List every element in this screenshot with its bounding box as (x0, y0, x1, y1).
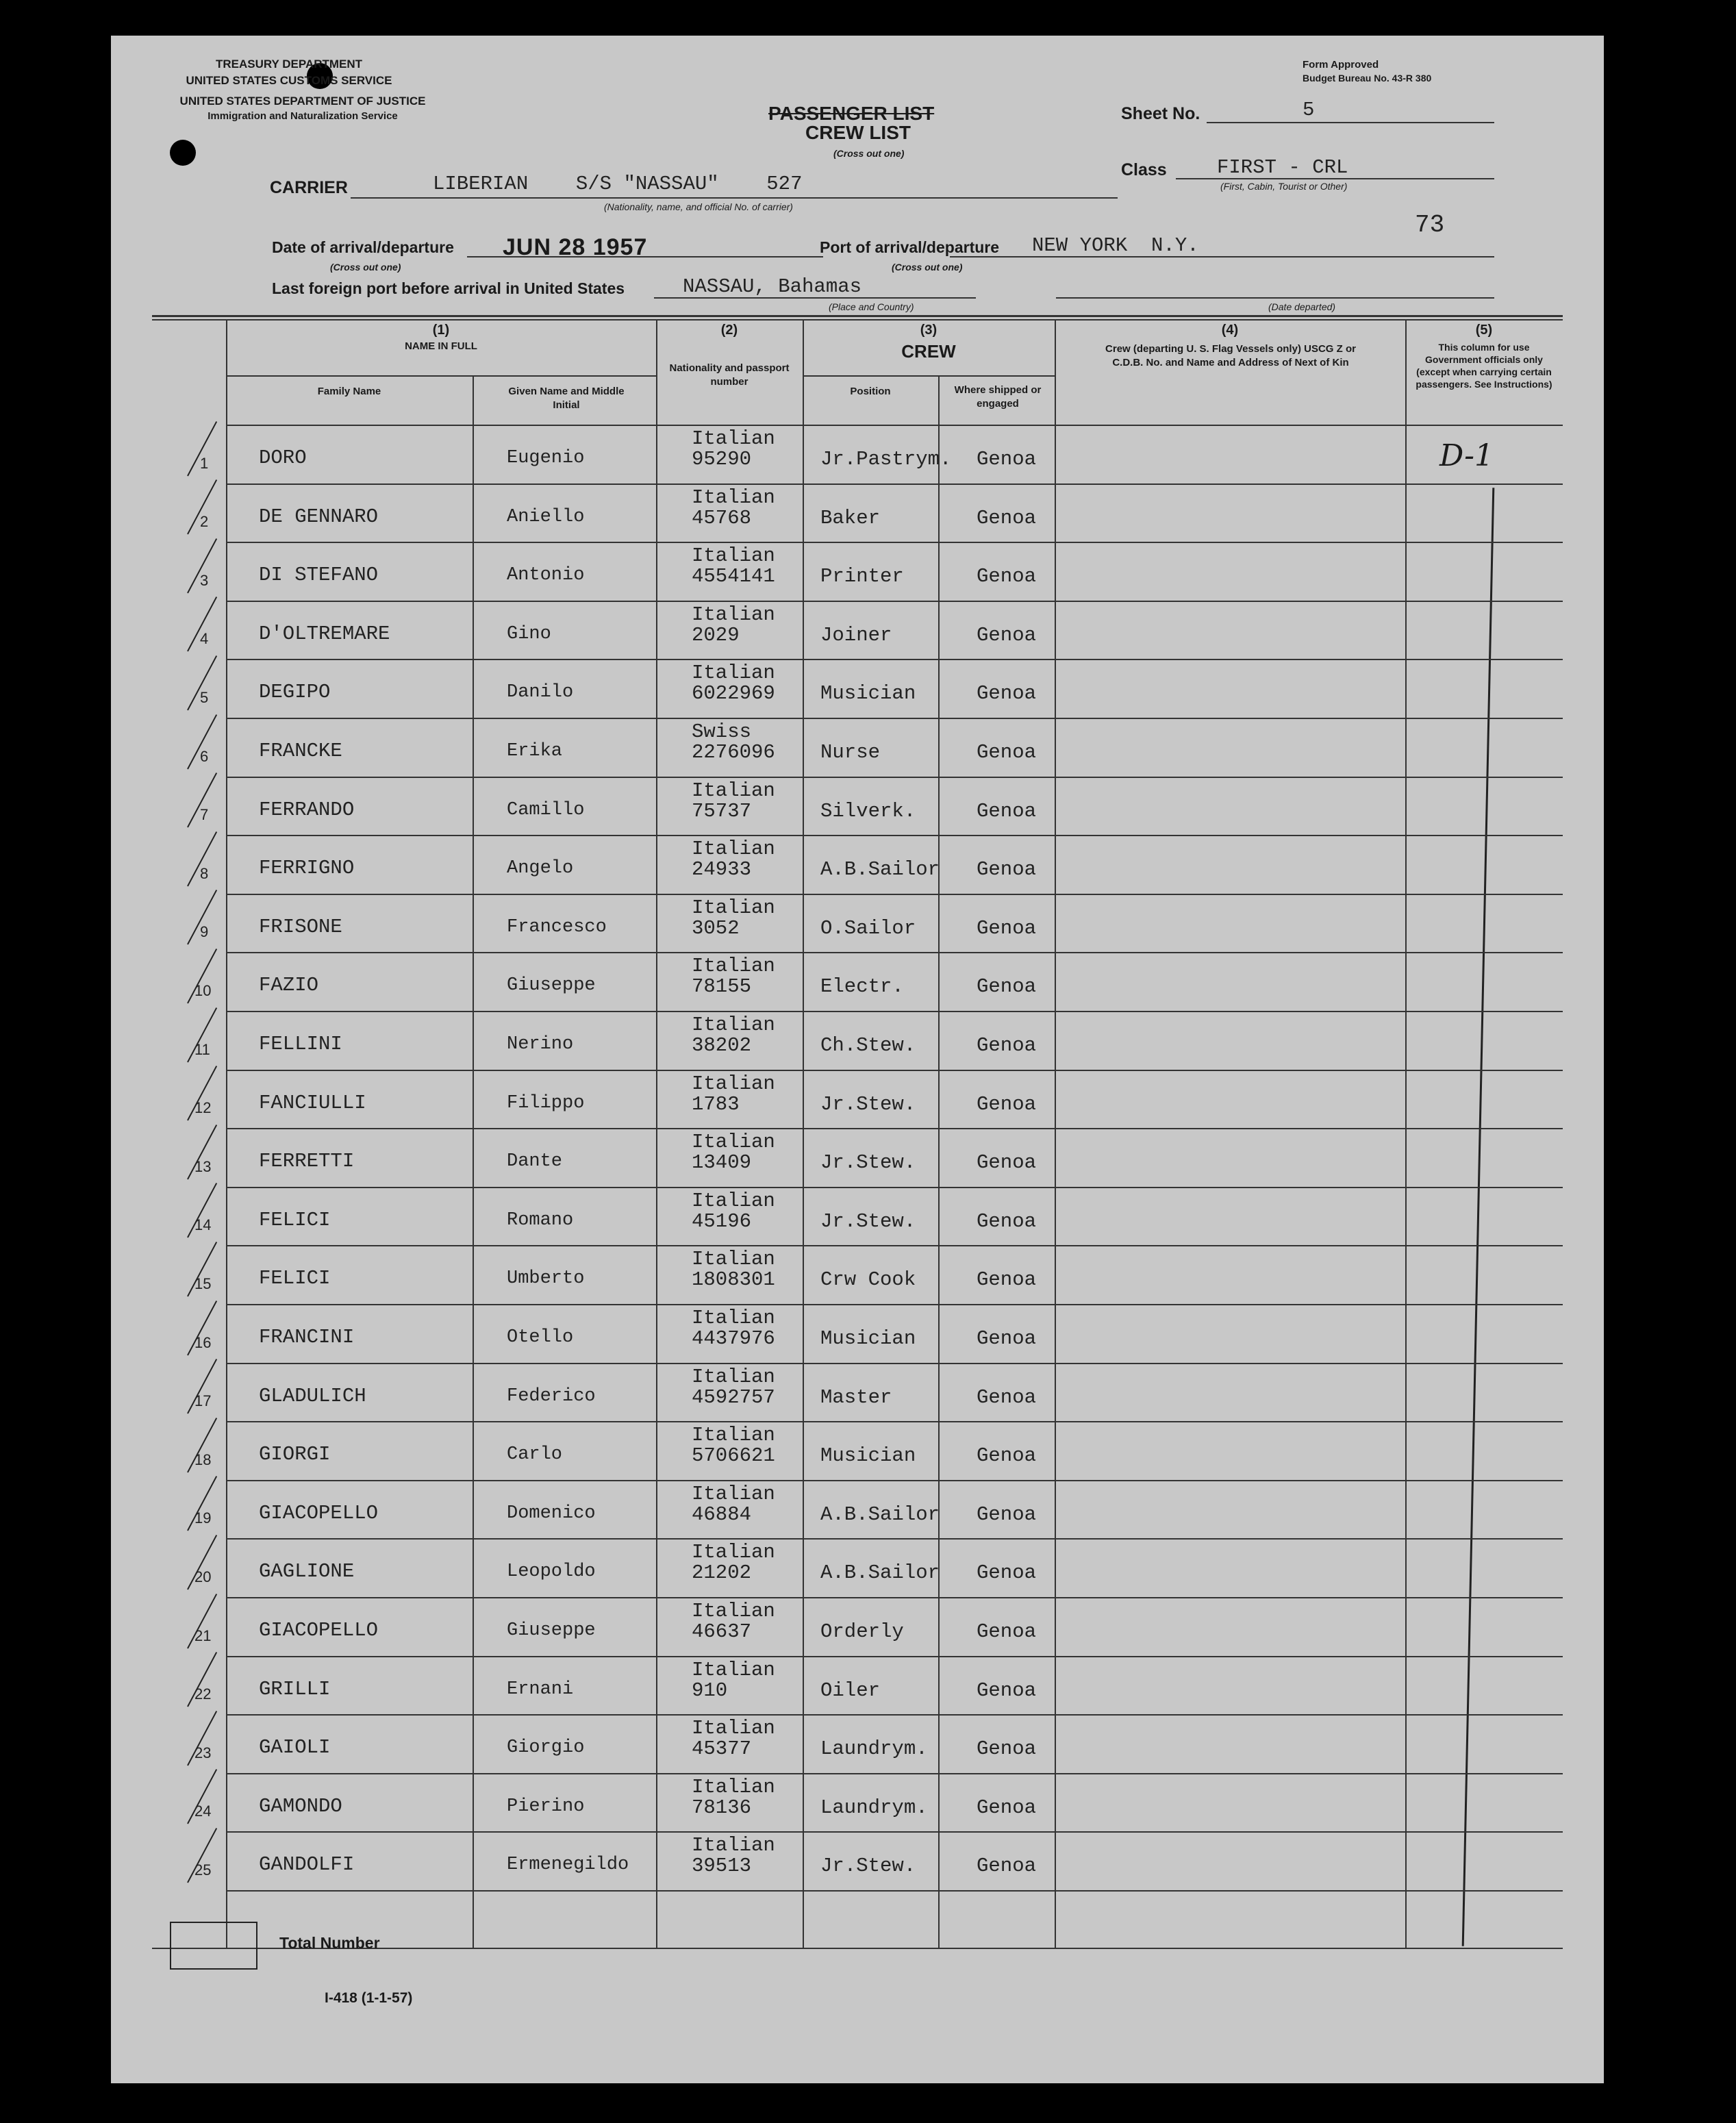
page-number: 73 (1415, 211, 1445, 239)
position: Laundrym. (820, 1796, 928, 1819)
col4-num: (4) (1221, 323, 1239, 338)
nationality: Swiss (692, 720, 752, 743)
family-name: D'OLTREMARE (259, 622, 390, 645)
position: Musician (820, 682, 916, 705)
family-name: GAMONDO (259, 1794, 342, 1818)
passport-number: 2276096 (692, 741, 775, 764)
row-separator (226, 1187, 1563, 1188)
given-name: Domenico (507, 1503, 596, 1524)
passport-number: 75737 (692, 799, 752, 822)
position: A.B.Sailor (820, 858, 940, 881)
where-shipped: Genoa (977, 1034, 1037, 1057)
where-shipped: Genoa (977, 741, 1037, 764)
row-number: 16 (194, 1333, 212, 1351)
row-number: 11 (194, 1040, 210, 1058)
family-name: FANCIULLI (259, 1091, 366, 1114)
where-shipped: Genoa (977, 1268, 1037, 1292)
given-name: Ernani (507, 1679, 574, 1700)
given-name: Carlo (507, 1444, 563, 1466)
passport-number: 6022969 (692, 682, 775, 705)
where-shipped: Genoa (977, 1503, 1037, 1526)
row-number: 22 (194, 1685, 212, 1703)
given-name: Federico (507, 1385, 596, 1407)
where-shipped: Genoa (977, 1796, 1037, 1819)
row-separator (226, 483, 1563, 485)
position: O.Sailor (820, 916, 916, 940)
family-name: GANDOLFI (259, 1853, 355, 1876)
given-name: Giuseppe (507, 1620, 596, 1641)
nationality: Italian (692, 662, 775, 685)
where-shipped: Genoa (977, 1092, 1037, 1116)
passport-number: 1808301 (692, 1268, 775, 1292)
passport-number: 45768 (692, 506, 752, 529)
row-number: 19 (194, 1509, 212, 1527)
row-separator (226, 659, 1563, 660)
row-number: 20 (194, 1568, 212, 1585)
row-separator (226, 1363, 1563, 1364)
passport-number: 13409 (692, 1151, 752, 1174)
row-number: 3 (200, 571, 209, 589)
date-departed-hint: (Date departed) (1268, 301, 1336, 312)
class-value: FIRST - CRL (1217, 156, 1348, 179)
arrival-date: JUN 28 1957 (503, 234, 648, 260)
nationality: Italian (692, 1424, 775, 1447)
port-cross-out: (Cross out one) (892, 262, 963, 273)
nationality: Italian (692, 1307, 775, 1329)
family-name: GRILLI (259, 1677, 331, 1700)
nationality: Italian (692, 779, 775, 802)
nationality: Italian (692, 896, 775, 919)
agency-line-3: UNITED STATES DEPARTMENT OF JUSTICE (179, 95, 426, 108)
where-shipped: Genoa (977, 1561, 1037, 1585)
passport-number: 45196 (692, 1209, 752, 1233)
where-shipped: Genoa (977, 1737, 1037, 1761)
row-separator (226, 1773, 1563, 1774)
agency-line-2: UNITED STATES CUSTOMS SERVICE (186, 74, 392, 87)
position: Baker (820, 506, 881, 529)
port-value: NEW YORK N.Y. (1032, 234, 1199, 257)
position: Crw Cook (820, 1268, 916, 1292)
row-number: 17 (194, 1392, 212, 1410)
row-separator (226, 1714, 1563, 1716)
family-name: FRANCKE (259, 740, 342, 762)
given-name: Giorgio (507, 1737, 585, 1759)
row-number: 13 (194, 1157, 212, 1175)
family-name: FERRETTI (259, 1150, 355, 1173)
where-shipped: Genoa (977, 565, 1037, 588)
col1b-title: Given Name and Middle Initial (508, 386, 625, 411)
port-label: Port of arrival/departure (820, 238, 1000, 256)
passport-number: 45377 (692, 1737, 752, 1761)
given-name: Romano (507, 1209, 574, 1231)
row-number: 15 (194, 1275, 212, 1292)
nationality: Italian (692, 1600, 775, 1622)
row-separator (226, 952, 1563, 953)
nationality: Italian (692, 838, 775, 861)
carrier-hint: (Nationality, name, and official No. of carrier) (604, 201, 793, 212)
col3-title: CREW (901, 341, 956, 362)
family-name: FRANCINI (259, 1326, 355, 1348)
row-separator (226, 542, 1563, 543)
nationality: Italian (692, 1072, 775, 1095)
row-number: 8 (200, 864, 209, 882)
arrival-cross-out: (Cross out one) (330, 262, 401, 273)
row-number: 6 (200, 747, 209, 765)
nationality: Italian (692, 544, 775, 568)
col3b-title: Where shipped or engaged (954, 384, 1042, 410)
nationality: Italian (692, 1658, 775, 1681)
position: Printer (820, 565, 904, 588)
where-shipped: Genoa (977, 1151, 1037, 1174)
col3-num: (3) (920, 323, 938, 338)
family-name: DI STEFANO (259, 564, 379, 587)
position: Jr.Stew. (820, 1209, 916, 1233)
position: Musician (820, 1444, 916, 1468)
family-name: FELICI (259, 1208, 331, 1231)
family-name: GAGLIONE (259, 1560, 355, 1583)
position: Jr.Stew. (820, 1092, 916, 1116)
row-separator (226, 718, 1563, 719)
family-name: FELLINI (259, 1033, 342, 1055)
position: Nurse (820, 741, 881, 764)
position: Ch.Stew. (820, 1034, 916, 1057)
last-port-value: NASSAU, Bahamas (683, 275, 862, 298)
carrier-label: CARRIER (270, 178, 348, 197)
row-number: 7 (200, 806, 209, 824)
nationality: Italian (692, 1834, 775, 1857)
row-number: 2 (200, 513, 209, 531)
given-name: Eugenio (507, 448, 585, 468)
given-name: Umberto (507, 1268, 585, 1290)
nationality: Italian (692, 1541, 775, 1564)
position: Jr.Pastrym. (820, 448, 952, 470)
annotation-line (1462, 488, 1495, 1946)
row-separator (226, 1421, 1563, 1422)
where-shipped: Genoa (977, 1679, 1037, 1702)
last-port-label: Last foreign port before arrival in United States (272, 279, 625, 297)
row-separator (226, 1831, 1563, 1833)
position: Master (820, 1385, 892, 1409)
where-shipped: Genoa (977, 1620, 1037, 1643)
family-name: FRISONE (259, 915, 342, 938)
col5-num: (5) (1475, 323, 1493, 338)
given-name: Antonio (507, 565, 585, 586)
family-name: FELICI (259, 1267, 331, 1290)
annotation-d1: D-1 (1439, 438, 1494, 473)
given-name: Danilo (507, 682, 574, 703)
position: A.B.Sailor (820, 1503, 940, 1526)
col5-title: This column for use Government officials only (except when carrying certain passengers. See Instructions) (1416, 342, 1552, 390)
family-name: GIACOPELLO (259, 1501, 379, 1524)
row-number: 14 (194, 1216, 212, 1234)
col2-num: (2) (720, 323, 738, 338)
row-number: 24 (194, 1802, 212, 1820)
position: A.B.Sailor (820, 1561, 940, 1585)
position: Silverk. (820, 799, 916, 822)
position: Laundrym. (820, 1737, 928, 1761)
passport-number: 95290 (692, 448, 752, 470)
row-number: 18 (194, 1450, 212, 1468)
row-number: 23 (194, 1744, 212, 1761)
family-name: DE GENNARO (259, 505, 379, 528)
col1a-title: Family Name (317, 386, 381, 397)
given-name: Ermenegildo (507, 1855, 629, 1876)
nationality: Italian (692, 1189, 775, 1212)
given-name: Filippo (507, 1092, 585, 1114)
row-number: 4 (200, 630, 209, 648)
position: Oiler (820, 1679, 881, 1702)
row-separator (226, 1597, 1563, 1598)
row-separator (226, 1128, 1563, 1129)
where-shipped: Genoa (977, 975, 1037, 998)
title-passenger-list: PASSENGER LIST (768, 103, 935, 124)
row-number: 9 (200, 923, 209, 941)
where-shipped: Genoa (977, 682, 1037, 705)
where-shipped: Genoa (977, 1209, 1037, 1233)
row-separator (226, 1480, 1563, 1481)
where-shipped: Genoa (977, 1444, 1037, 1468)
row-separator (226, 1656, 1563, 1657)
family-name: GLADULICH (259, 1384, 366, 1407)
row-number: 21 (194, 1626, 212, 1644)
position: Orderly (820, 1620, 904, 1643)
family-name: GIORGI (259, 1443, 331, 1466)
agency-line-4: Immigration and Naturalization Service (207, 110, 398, 122)
nationality: Italian (692, 1014, 775, 1036)
sheet-value: 5 (1303, 99, 1315, 121)
family-name: FERRANDO (259, 798, 355, 821)
row-number: 10 (194, 982, 212, 999)
where-shipped: Genoa (977, 916, 1037, 940)
given-name: Camillo (507, 799, 585, 820)
nationality: Italian (692, 1248, 775, 1271)
passport-number: 78136 (692, 1796, 752, 1819)
row-separator (226, 1304, 1563, 1305)
passport-number: 38202 (692, 1034, 752, 1057)
row-separator (226, 777, 1563, 778)
given-name: Francesco (507, 916, 607, 938)
given-name: Gino (507, 623, 551, 644)
carrier-value: LIBERIAN S/S "NASSAU" 527 (433, 173, 803, 195)
row-number: 25 (194, 1861, 212, 1879)
title-cross-out: (Cross out one) (833, 148, 905, 159)
family-name: GAIOLI (259, 1736, 331, 1759)
passport-number: 24933 (692, 858, 752, 881)
last-port-hint: (Place and Country) (829, 301, 914, 312)
given-name: Aniello (507, 506, 585, 527)
family-name: DORO (259, 447, 307, 469)
where-shipped: Genoa (977, 1855, 1037, 1878)
given-name: Otello (507, 1327, 574, 1348)
family-name: GIACOPELLO (259, 1619, 379, 1642)
row-number: 5 (200, 689, 209, 706)
row-separator (226, 601, 1563, 602)
where-shipped: Genoa (977, 1385, 1037, 1409)
where-shipped: Genoa (977, 858, 1037, 881)
family-name: DEGIPO (259, 681, 331, 704)
title-crew-list: CREW LIST (805, 122, 911, 143)
position: Jr.Stew. (820, 1855, 916, 1878)
nationality: Italian (692, 955, 775, 978)
col4-title: Crew (departing U. S. Flag Vessels only) USCG Z or C.D.B. No. and Name and Address of Next of Kin (1105, 343, 1356, 368)
form-code: I-418 (1-1-57) (325, 1990, 413, 2006)
given-name: Leopoldo (507, 1561, 596, 1583)
given-name: Giuseppe (507, 975, 596, 996)
nationality: Italian (692, 1131, 775, 1154)
given-name: Nerino (507, 1034, 574, 1055)
position: Musician (820, 1327, 916, 1350)
sheet-label: Sheet No. (1121, 104, 1200, 123)
row-number: 12 (194, 1099, 212, 1117)
passport-number: 910 (692, 1679, 728, 1702)
passport-number: 39513 (692, 1855, 752, 1878)
nationality: Italian (692, 1717, 775, 1740)
given-name: Pierino (507, 1796, 585, 1817)
given-name: Angelo (507, 858, 574, 879)
family-name: FAZIO (259, 974, 319, 997)
passport-number: 5706621 (692, 1444, 775, 1468)
passport-number: 4554141 (692, 565, 775, 588)
where-shipped: Genoa (977, 799, 1037, 822)
passport-number: 46637 (692, 1620, 752, 1643)
total-number-box[interactable] (170, 1922, 257, 1970)
passport-number: 46884 (692, 1503, 752, 1526)
class-label: Class (1121, 160, 1167, 179)
row-separator (226, 1538, 1563, 1540)
arrival-label: Date of arrival/departure (272, 238, 454, 256)
agency-line-1: TREASURY DEPARTMENT (215, 58, 363, 71)
row-separator (226, 894, 1563, 895)
total-label: Total Number (279, 1934, 380, 1952)
row-separator (226, 1245, 1563, 1246)
given-name: Erika (507, 741, 563, 762)
nationality: Italian (692, 427, 775, 450)
row-separator (226, 1890, 1563, 1892)
col3a-title: Position (850, 386, 891, 397)
passport-number: 21202 (692, 1561, 752, 1585)
passport-number: 4592757 (692, 1385, 775, 1409)
nationality: Italian (692, 1775, 775, 1798)
col1-title: NAME IN FULL (405, 340, 477, 352)
crew-table (111, 36, 1604, 2083)
col1-num: (1) (432, 323, 450, 338)
nationality: Italian (692, 603, 775, 626)
passport-number: 3052 (692, 916, 740, 940)
where-shipped: Genoa (977, 448, 1037, 470)
given-name: Dante (507, 1151, 563, 1172)
position: Joiner (820, 623, 892, 646)
budget-bureau: Budget Bureau No. 43-R 380 (1303, 73, 1432, 84)
where-shipped: Genoa (977, 1327, 1037, 1350)
class-hint: (First, Cabin, Tourist or Other) (1220, 181, 1348, 192)
nationality: Italian (692, 1482, 775, 1505)
row-separator (226, 1011, 1563, 1012)
passport-number: 1783 (692, 1092, 740, 1116)
form-approved: Form Approved (1303, 59, 1379, 71)
col2-title: Nationality and passport number (669, 362, 790, 388)
where-shipped: Genoa (977, 506, 1037, 529)
row-separator (226, 835, 1563, 836)
document-page (111, 36, 1604, 2083)
nationality: Italian (692, 486, 775, 509)
family-name: FERRIGNO (259, 857, 355, 880)
row-separator (226, 1070, 1563, 1071)
row-number: 1 (200, 454, 209, 472)
position: Electr. (820, 975, 904, 998)
nationality: Italian (692, 1365, 775, 1388)
passport-number: 78155 (692, 975, 752, 998)
passport-number: 4437976 (692, 1327, 775, 1350)
where-shipped: Genoa (977, 623, 1037, 646)
position: Jr.Stew. (820, 1151, 916, 1174)
passport-number: 2029 (692, 623, 740, 646)
